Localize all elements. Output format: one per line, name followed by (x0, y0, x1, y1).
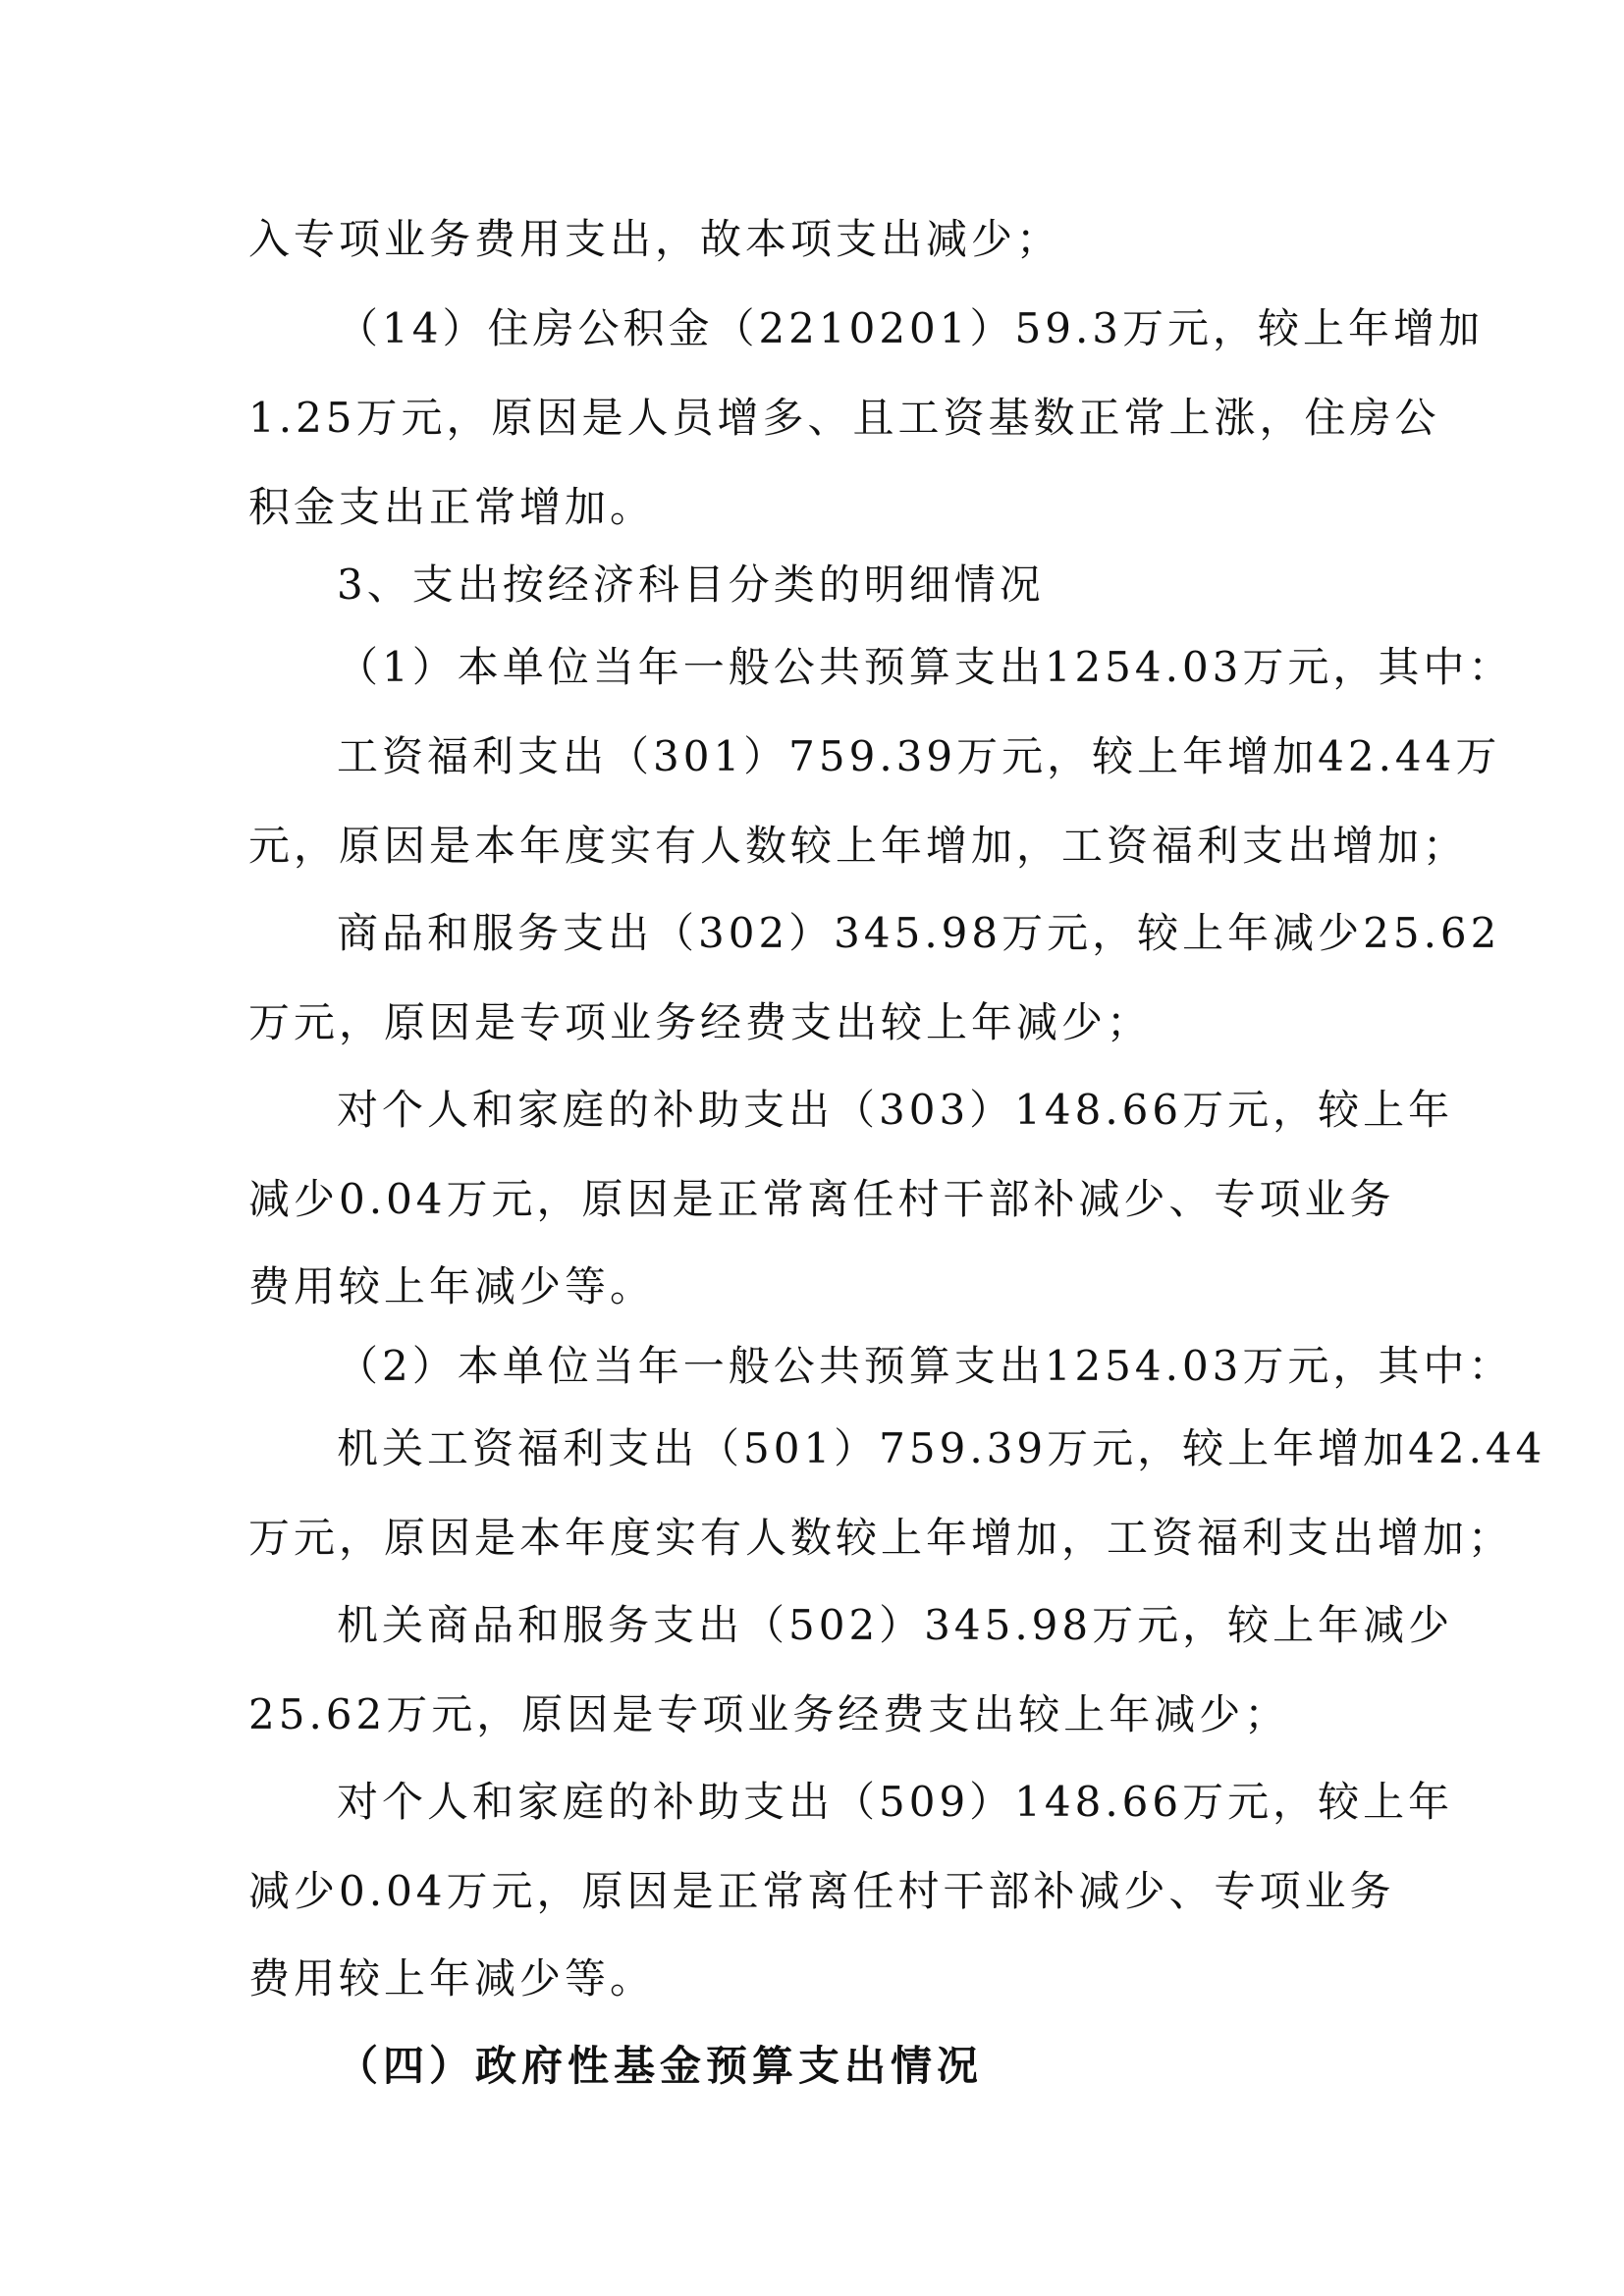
text-line: 机关商品和服务支出（502）345.98万元，较上年减少 (337, 1601, 1454, 1649)
text-line: 积金支出正常增加。 (248, 483, 656, 531)
text-line: 减少0.04万元，原因是正常离任村干部补减少、专项业务 (248, 1867, 1395, 1915)
text-line: 万元，原因是本年度实有人数较上年增加，工资福利支出增加； (248, 1514, 1514, 1562)
text-line: 工资福利支出（301）759.39万元，较上年增加42.44万 (337, 732, 1501, 780)
text-line: 元，原因是本年度实有人数较上年增加，工资福利支出增加； (248, 822, 1469, 870)
text-line: （2）本单位当年一般公共预算支出1254.03万元，其中： (337, 1342, 1514, 1390)
text-line: 费用较上年减少等。 (248, 1262, 656, 1310)
text-line: 机关工资福利支出（501）759.39万元，较上年增加42.44 (337, 1424, 1546, 1472)
text-line: 减少0.04万元，原因是正常离任村干部补减少、专项业务 (248, 1175, 1395, 1223)
text-line: 商品和服务支出（302）345.98万元，较上年减少25.62 (337, 909, 1501, 957)
text-line: 万元，原因是专项业务经费支出较上年减少； (248, 998, 1153, 1046)
text-line: 入专项业务费用支出，故本项支出减少； (248, 215, 1062, 263)
text-line: 1.25万元，原因是人员增多、且工资基数正常上涨，住房公 (248, 394, 1440, 442)
section-heading: （四）政府性基金预算支出情况 (337, 2042, 984, 2090)
text-line: 费用较上年减少等。 (248, 1954, 656, 2002)
section-subheading: 3、支出按经济科目分类的明细情况 (337, 561, 1045, 609)
text-line: 对个人和家庭的补助支出（509）148.66万元，较上年 (337, 1778, 1454, 1826)
text-line: （14）住房公积金（2210201）59.3万元，较上年增加 (337, 304, 1485, 352)
text-line: 对个人和家庭的补助支出（303）148.66万元，较上年 (337, 1086, 1454, 1134)
text-line: 25.62万元，原因是专项业务经费支出较上年减少； (248, 1690, 1290, 1738)
text-line: （1）本单位当年一般公共预算支出1254.03万元，其中： (337, 643, 1514, 691)
